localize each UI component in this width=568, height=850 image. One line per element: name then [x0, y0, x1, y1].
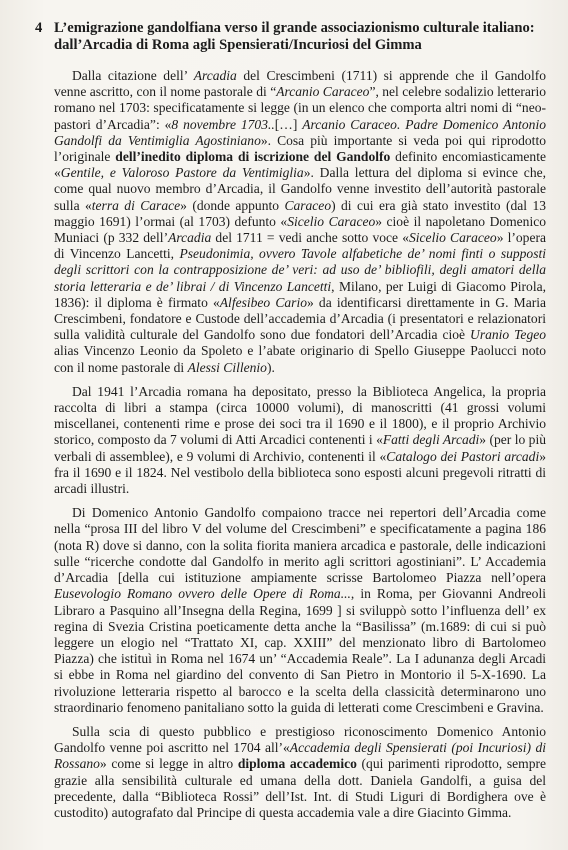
italic-run: Gentile, e Valoroso Pastore da Ventimiglia — [60, 165, 304, 181]
italic-run: Caraceo — [284, 197, 332, 213]
text-run: » (donde appunto — [180, 197, 285, 213]
italic-run: Arcanio Caraceo — [276, 84, 370, 100]
italic-run: terra di Carace — [91, 197, 181, 213]
text-run: » fra il 1690 e il 1824. Nel vestibolo della biblioteca sono esposti alcuni pregevoli ritratti di arcadi illustri. — [54, 448, 547, 497]
italic-run: Alessi Cillenio — [187, 359, 267, 375]
text-run: » come si legge in altro — [99, 756, 238, 772]
text-run: , in Roma, per Giovanni Andreoli Libraro a Pasquino all’Insegna della Regina, 1699 ] si sviluppò sotto l’influenza dell’ ex regina di Svezia Cristina poeticamente detta anche la “Basilissa” (m.1689: di cui si può leggere un elogio nel “Trattato XI, cap. XXIII” del menzionato libro di Bartolomeo Piazza) che istituì in Roma nel 1674 un’ “Accademia Reale”. La I adunanza degli Arcadi si ebbe in Roma nel giardino del convento di San Pietro in Montorio il 5-X-1690. La rivoluzione letteraria rispetto al barocco e la scelta della classicità determinarono uno straordinario fenomeno panitaliano sotto la guida di letterati come Crescimbeni e Gravina. — [54, 586, 546, 715]
text-run: Dalla citazione dell’ — [72, 68, 194, 83]
section-number: 4 — [35, 20, 43, 36]
italic-run: Uranio Tegeo — [470, 327, 546, 343]
paragraph-arcadia-enrollment — [54, 68, 546, 376]
text-run: » cioè il napoletano Domenico Muniaci (p 332 dell’ — [54, 213, 547, 246]
text-run: » (per lo più verbali di assemblee), e 9 volumi di Archivio, contenenti il « — [54, 432, 546, 464]
section-title — [54, 20, 546, 54]
italic-run: Alfesibeo Cario — [219, 294, 307, 310]
text-run: del Crescimbeni (1711) si apprende che il Gandolfo venne ascritto, con il nome pastorale di “ — [54, 68, 546, 100]
paragraph-spensierati-academy — [54, 724, 546, 821]
text-run: ) di cui era già stato investito (dal 13 maggio 1691) l’ormai (al 1703) defunto « — [54, 197, 546, 229]
italic-run: Arcanio Caraceo. Padre Domenico Antonio Gandolfi da Ventimiglia Agostiniano — [54, 116, 546, 148]
italic-run: Sicelio Caraceo — [287, 213, 376, 229]
text-run: ». Dalla lettura del diploma si evince che, come qual nuovo membro d’Arcadia, il Gandolfo venne investito dell’autorità pastorale sulla « — [54, 165, 546, 213]
text-run: […] — [274, 116, 303, 132]
text-run: ). — [266, 359, 275, 375]
text-run: definito encomiasticamente « — [54, 149, 546, 181]
paragraph-biblioteca-angelica — [54, 384, 546, 497]
text-run: Sulla scia di questo pubblico e prestigioso riconoscimento Domenico Antonio Gandolfo venne poi ascritto nel 1704 all’« — [54, 723, 546, 756]
text-run: » da identificarsi direttamente in G. Maria Crescimbeni, fondatore e Custode dell’accademia d’Arcadia (i presentatori e relazionatori sulla validità culturale del Gandolfo sono due fondatori dell’Arcadia cioè — [54, 294, 546, 343]
text-run: » l’opera di Vincenzo Lancetti, — [54, 230, 546, 262]
italic-run: Pseudonimia, ovvero Tavole alfabetiche de’ nomi finti o supposti degli scrittori con la contrapposizione de’ veri: ad uso de’ bibliofili, degli amatori della storia letteraria e de’ librai / di Vincenzo Lancetti — [54, 246, 546, 294]
section-title-line-1: L’emigrazione gandolfiana verso il grande associazionismo culturale italiano: — [54, 20, 535, 36]
bold-run: dell’inedito diploma di iscrizione del Gandolfo — [115, 149, 391, 165]
body-text — [54, 68, 546, 821]
text-run: del 1711 = vedi anche sotto voce « — [211, 230, 409, 246]
italic-run: Catalogo dei Pastori arcadi — [386, 448, 540, 464]
italic-run: Accademia degli Spensierati (poi Incuriosi) di Rossano — [54, 740, 546, 772]
text-run: Dal 1941 l’Arcadia romana ha depositato, presso la Biblioteca Angelica, la propria raccolta di libri a stampa (circa 10000 volumi), di manoscritti (41 grossi volumi miscellanei, contenenti rime e prose dei soci tra il 1690 e il 1800), e il proprio Archivio storico, composto da 7 volumi di Atti Arcadici contenenti i « — [54, 383, 546, 448]
text-run: Di Domenico Antonio Gandolfo compaiono tracce nei repertori dell’Arcadia come nella “prosa III del libro V del volume del Crescimbeni” e specificatamente a pagina 186 (nota R) dove si danno, con la solita fiorita maniera arcadica e pastorale, delle indicazioni sulle “ricerche condotte dal Gandolfo in merito agli scrittori agostiniani”. L’ Accademia d’Arcadia [della cui istituzione ampiamente scrisse Bartolomeo Piazza nell’opera — [54, 505, 546, 586]
text-run: (qui parimenti riprodotto, sempre grazie alla sensibilità culturale ed umana della dott. Daniela Gandolfi, a guisa del precedente, dalla “Biblioteca Rossi” dell’Ist. Int. di Studi Liguri di Bordighera ove è custodito) autografato dal Principe di questa accademia vale a dire Giacinto Gimma. — [54, 756, 546, 820]
text-run: , Milano, per Luigi di Giacomo Pirola, 1836): il diploma è firmato « — [54, 278, 546, 310]
italic-run: Eusevologio Romano ovvero delle Opere di Roma... — [54, 586, 351, 602]
italic-run: Sicelio Caraceo — [409, 230, 497, 246]
italic-run: 8 novembre 1703.. — [171, 116, 275, 132]
bold-run: diploma accademico — [237, 756, 357, 772]
section-title-line-2: dall’Arcadia di Roma agli Spensierati/Incuriosi del Gimma — [54, 37, 422, 53]
text-run: alias Vincenzo Leonio da Spoleto e l’abate originario di Spello Giuseppe Paolucci noto con il nome pastorale di — [54, 343, 546, 375]
text-run: ”, nel celebre sodalizio letterario romano nel 1703: specificatamente si legge (in un elenco che comporta altri nomi di “neo-pastori d’Arcadia”: « — [54, 84, 546, 132]
italic-run: Arcadia — [168, 230, 212, 246]
text-run: ». Cosa più importante si veda poi qui riprodotto l’originale — [54, 132, 546, 165]
section-heading — [35, 20, 546, 54]
paragraph-crescimbeni-repertories — [54, 505, 546, 716]
italic-run: Fatti degli Arcadi — [382, 432, 480, 448]
italic-run: Arcadia — [193, 68, 237, 83]
